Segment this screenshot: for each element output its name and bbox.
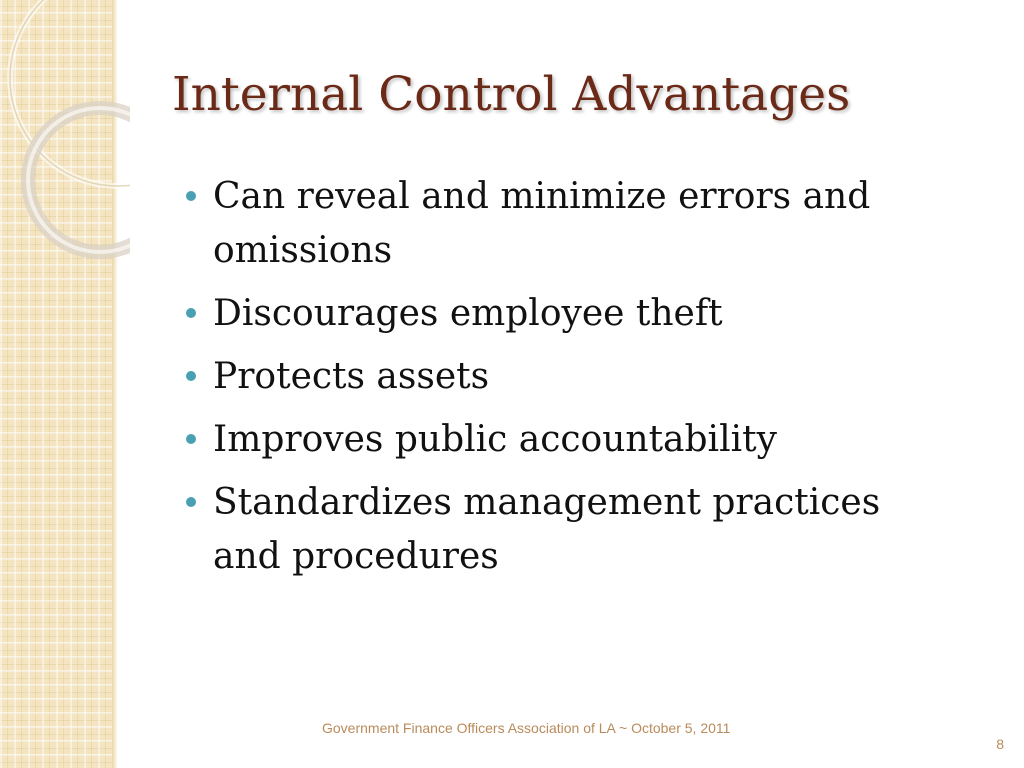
slide-footer: Government Finance Officers Association of LA ~ October 5, 2011 (322, 720, 731, 736)
bullet-item (185, 476, 935, 584)
bullet-icon (186, 434, 196, 444)
page-number: 8 (996, 736, 1004, 752)
bullet-item (185, 413, 935, 467)
bullet-text: Improves public accountability (213, 419, 777, 460)
bullet-icon (186, 497, 196, 507)
bullet-text: Discourages employee theft (213, 293, 723, 334)
bullet-icon (186, 191, 196, 201)
bullet-item (185, 287, 935, 341)
bullet-icon (186, 371, 196, 381)
bullet-item (185, 350, 935, 404)
bullet-list (185, 170, 935, 593)
bullet-text: Protects assets (213, 356, 490, 397)
decorative-rings-icon (0, 0, 130, 260)
bullet-item (185, 170, 935, 278)
bullet-text: Can reveal and minimize errors and omissions (213, 176, 871, 271)
bullet-icon (186, 308, 196, 318)
bullet-text: Standardizes management practices and procedures (213, 482, 881, 577)
slide-title: Internal Control Advantages (172, 67, 851, 122)
